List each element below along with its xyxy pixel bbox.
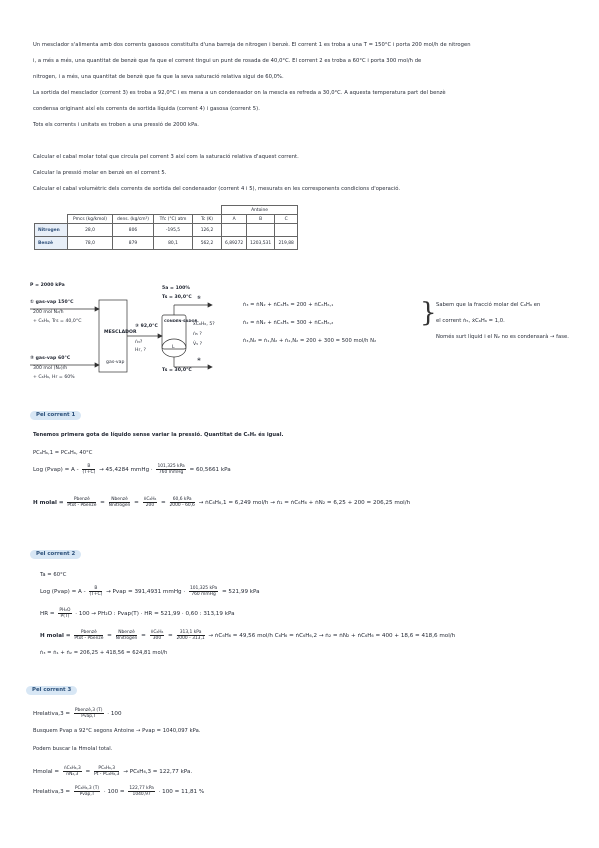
- note-line: Sabem que la fracció molar del C₆H₆ en: [436, 302, 541, 308]
- row-label: Nitrogen: [35, 224, 68, 237]
- stream-1-flow: 200 mol N₂/h: [33, 310, 64, 315]
- frac-num: Pbenzè,3 (T): [74, 708, 103, 713]
- eq-part: Hrelativa,3 =: [33, 789, 71, 795]
- fraction: [74, 708, 104, 719]
- eq-part: → ṅC₆H₆,1 = 6,249 mol/h: [198, 500, 269, 506]
- antoine-equation-1: [33, 464, 231, 475]
- frac-num: 101,325 kPa: [157, 464, 185, 469]
- frac-num: B: [82, 464, 95, 470]
- stream-5-unknown: V̇₅ ?: [193, 342, 203, 347]
- frac-num: PC₆H₆,3: [94, 766, 119, 772]
- eq-part: · 100: [107, 711, 122, 717]
- section-badge-corrent-2: Pel corrent 2: [30, 550, 81, 559]
- fraction: [58, 608, 71, 619]
- section-text: ṅ₃ = ṅ₁ + ṅ₂ = 206,25 + 418,56 = 624,81 mol/h: [40, 650, 168, 656]
- frac-den: Nnitrogen: [108, 503, 131, 508]
- section-text: Tenemos primera gota de líquido sense variar la pressió. Quantitat de C₆H₆ és igual.: [33, 432, 284, 438]
- arrow-icon: [208, 303, 212, 307]
- table-cell: 806: [113, 224, 154, 237]
- eq-part: · 100 → PH₂O : Pvap(T) · HR = 521,99 · 0,60 : 313,19 kPa: [75, 611, 235, 617]
- fraction: [116, 630, 138, 641]
- table-header: A: [222, 215, 247, 224]
- frac-den: Ptot - Pbenzè: [67, 503, 97, 508]
- eq-part: H molal =: [33, 500, 64, 506]
- frac-num: Pbenzè: [74, 630, 103, 636]
- frac-den: P(T): [60, 614, 70, 619]
- table-header: Pmcs (kg/kmol): [68, 215, 113, 224]
- frac-den: 300: [152, 636, 162, 641]
- fraction: [128, 786, 154, 797]
- stream-4-temp: Ts = 30,0°C: [162, 368, 192, 373]
- eq-part: Log (Pvap) = A -: [33, 467, 79, 473]
- frac-num: ṅC₆H₆: [143, 497, 157, 502]
- table-cell: 28,0: [68, 224, 113, 237]
- stream-3-unknown: ṅ₃?: [135, 340, 143, 345]
- frac-den: (T+C): [82, 470, 96, 475]
- balance-eq: ṅ₃ = ṅN₂ + ṅC₆H₆ = 200 + ṅC₆H₆,₁: [243, 302, 334, 308]
- eq-part: Hrelativa,3 =: [33, 711, 71, 717]
- fraction: [109, 497, 131, 508]
- frac-num: B: [89, 586, 102, 592]
- frac-num: PC₆H₆,3 (T): [74, 786, 100, 791]
- eq-part: · 100 = 11,81 %: [158, 789, 205, 795]
- question-1: Calcular el cabal molar total que circula pel corrent 3 així com la saturació relativa d'aquest corrent.: [33, 154, 299, 160]
- frac-num: Pbenzè: [67, 497, 96, 503]
- arrow-icon: [158, 334, 162, 338]
- frac-num: ṅC₆H₆,3: [63, 766, 81, 771]
- frac-den: 760 mmHg: [158, 470, 184, 475]
- table-cell: 879: [113, 237, 154, 250]
- fraction: [189, 586, 218, 597]
- relative-humidity-equation: [40, 608, 235, 619]
- problem-text-line: nitrogen, i a més, una quantitat de benzè que fa que la seva saturació relativa sigui de 60,0%.: [33, 74, 284, 80]
- mixer-sub: gas-vap: [106, 360, 125, 365]
- eq-part: Hmolal =: [33, 769, 60, 775]
- stream-5-unknown: ṅ₅ ?: [193, 332, 202, 337]
- relative-humidity-3-equation: [33, 708, 122, 719]
- eq-part: → 45,4284 mmHg ·: [99, 467, 153, 473]
- section-badge-corrent-1: Pel corrent 1: [30, 411, 81, 420]
- fraction: [143, 497, 158, 508]
- eq-part: H molal =: [40, 633, 71, 639]
- table-header: Tfc (°C) atm: [154, 215, 193, 224]
- frac-den: Nnitrogen: [115, 636, 138, 641]
- fraction: [94, 766, 119, 777]
- stream-2-comp: + C₆H₆, Hr = 60%: [33, 375, 75, 380]
- stream-2-flow: 300 mol (N₂)/h: [33, 366, 68, 371]
- frac-num: 60,6 kPa: [170, 497, 195, 503]
- stream-1-label: ① gas-vap 150°C: [30, 300, 74, 305]
- frac-num: ṅC₆H₆: [150, 630, 164, 635]
- section-text: Podem buscar la Hmolal total.: [33, 746, 113, 752]
- question-3: Calcular el cabal volumètric dels corrents de sortida del condensador (corrent 4 i 5), mesurats en les corresponents condicions d'operació.: [33, 186, 401, 192]
- table-header: dens. (kg/cm³): [113, 215, 154, 224]
- section-text: Busquem Pvap a 92°C segons Antoine → Pvap = 1040,097 kPa.: [33, 728, 201, 734]
- stream-5-top: 5a = 100%: [162, 286, 190, 291]
- table-cell: -195,5: [154, 224, 193, 237]
- molal-humidity-equation-1: H molal = $\frac{\text{Pbenzè}}{\text{Ptot - Pbenzè}}$ = $\frac{\text{Nbenzè}}{\text{Nnitrogen}}$ = $\frac{\text{ṅC₆H₆}}{200}$ = $\frac{\text{60,6 kPa}}{2000 - 60,6}$ → ṅC₆H₆,1 = 6,249 mol/h → ṅ₁ = ṅC₆H₆ + ṅN₂ = 6,25 + 200 = 206,25 mol/h: [33, 497, 411, 508]
- eq-part: → ṅ₁ = ṅC₆H₆ + ṅN₂ = 6,25 + 200 = 206,25 mol/h: [270, 500, 411, 506]
- stream-3-label: ③ 92,0°C: [135, 324, 158, 329]
- problem-text-line: La sortida del mesclador (corrent 3) es troba a 92,0°C i es mena a un condensador on la mescla es refreda a 30,0°C. A aquesta temperatura part del benzè: [33, 90, 446, 96]
- frac-den: 760 mmHg: [191, 592, 216, 597]
- frac-num: Nbenzè: [116, 630, 138, 636]
- eq-part: → ṅC₆H₆ = 49,56 mol/h C₆H₆ = ṅC₆H₆,2: [208, 633, 318, 639]
- table-cell: 219,88: [275, 237, 298, 250]
- mixer-label: MESCLADOR: [104, 330, 137, 335]
- frac-den: 1040,97: [132, 792, 151, 797]
- antoine-equation-2: [40, 586, 260, 597]
- molal-humidity-equation-3: Hmolal = $\frac{\text{ṅC₆H₆,3}}{\text{ṅN₂,3}}$ = $\frac{\text{PC₆H₆,3}}{\text{Pt - PC₆H₆,3}}$ → PC₆H₆,3 = 122,77 kPa.: [33, 766, 193, 777]
- table-cell: 562,2: [193, 237, 222, 250]
- stream-2-label: ② gas-vap 60°C: [30, 356, 71, 361]
- condenser-label: CONDEN-SADOR: [164, 319, 198, 323]
- stream-5-temp: Ts = 30,0°C: [162, 295, 192, 300]
- table-cell: 6,89272: [222, 237, 247, 250]
- fraction: [63, 766, 82, 777]
- frac-den: Pvap,T: [81, 714, 97, 719]
- frac-den: 2000 - 60,6: [169, 503, 195, 508]
- fraction: [170, 497, 195, 508]
- stream-3-unknown: Hr, ?: [135, 348, 146, 353]
- note-line: el corrent ṅ₅, ẋC₆H₆ = 1,0.: [436, 318, 505, 324]
- eq-part: = 521,99 kPa: [221, 589, 260, 595]
- fraction: [67, 497, 96, 508]
- question-2: Calcular la pressió molar en benzè en el corrent 5.: [33, 170, 167, 176]
- frac-den: Pvap,T: [79, 792, 95, 797]
- antoine-header: Antoine: [222, 206, 298, 215]
- eq-part: → ṅ₂ = ṅN₂ + ṅC₆H₆ = 400 + 18,6 = 418,6 mol/h: [318, 633, 456, 639]
- note-line: Només surt líquid i el N₂ no es condensarà → fase.: [436, 334, 569, 340]
- eq-part: · 100 =: [103, 789, 125, 795]
- section-text: Ta = 60°C: [40, 572, 67, 578]
- brace-icon: }: [420, 298, 437, 328]
- stream-4-number: ④: [197, 358, 201, 363]
- balance-eq: ṅ₃,N₂ = ṅ₁,N₂ + ṅ₂,N₂ = 200 + 300 = 500 mol/h N₂: [243, 338, 377, 344]
- eq-part: → PC₆H₆,3 = 122,77 kPa.: [123, 769, 193, 775]
- table-cell: 1203,531: [247, 237, 275, 250]
- frac-den: Pt - PC₆H₆,3: [93, 772, 120, 777]
- eq-part: Log (Pvap) = A -: [40, 589, 86, 595]
- frac-num: PH₂O: [59, 608, 71, 613]
- eq-part: → Pvap = 391,4931 mmHg ·: [106, 589, 186, 595]
- problem-text-line: condensa originant així els corrents de sortida líquida (corrent 4) i gasosa (corrent 5).: [33, 106, 260, 112]
- molal-humidity-equation-2: H molal = $\frac{\text{Pbenzè}}{\text{Ptot - Pbenzè}}$ = $\frac{\text{Nbenzè}}{\text{Nnitrogen}}$ = $\frac{\text{ṅC₆H₆}}{300}$ = $\frac{\text{313,1 kPa}}{2000 - 313,1}$ → ṅC₆H₆ = 49,56 mol/h C₆H₆ = ṅC₆H₆,2 → ṅ₂ = ṅN₂ + ṅC₆H₆ = 400 + 18,6 = 418,6 mol/h: [40, 630, 456, 641]
- table-header: Tc (K): [193, 215, 222, 224]
- table-cell: 80,1: [154, 237, 193, 250]
- section-text: PC₆H₆,1 = PC₆H₆, 40°C: [33, 450, 93, 456]
- stream-4-phase: L: [172, 345, 175, 350]
- frac-num: Nbenzè: [109, 497, 131, 503]
- fraction: [150, 630, 165, 641]
- frac-num: 122,77 kPa: [129, 786, 154, 791]
- stream-5-unknown: ẋC₆H₆, 5?: [193, 322, 215, 327]
- problem-text-line: i, a més a més, una quantitat de benzè que fa que el corrent tingui un punt de rosada de 40,0°C. El corrent 2 es troba a 60°C i porta 300 mol/h de: [33, 58, 422, 64]
- balance-eq: ṅ₂ = ṅN₂ + ṅC₆H₆ = 300 + ṅC₆H₆,₂: [243, 320, 334, 326]
- frac-den: ṅN₂,3: [66, 772, 79, 777]
- stream-1-comp: + C₆H₆, Trs = 40,0°C: [33, 319, 82, 324]
- fraction: [156, 464, 185, 475]
- table-cell: 126,2: [193, 224, 222, 237]
- arrow-icon: [208, 365, 212, 369]
- section-badge-corrent-3: Pel corrent 3: [26, 686, 77, 695]
- eq-part: HR =: [40, 611, 55, 617]
- stream-5-number: ⑤: [197, 296, 201, 301]
- table-header: C: [275, 215, 298, 224]
- table-header: B: [247, 215, 275, 224]
- frac-den: 2000 - 313,1: [176, 636, 205, 641]
- arrow-icon: [95, 307, 99, 311]
- frac-den: 200: [145, 503, 155, 508]
- row-label: Benzè: [35, 237, 68, 250]
- frac-num: 313,1 kPa: [177, 630, 205, 636]
- fraction: [74, 630, 103, 641]
- eq-part: = 60,5661 kPa: [189, 467, 231, 473]
- fraction: [82, 464, 95, 475]
- frac-den: (T+C): [89, 592, 103, 597]
- table-cell: 78,0: [68, 237, 113, 250]
- arrow-icon: [95, 363, 99, 367]
- problem-text-line: Tots els corrents i unitats es troben a una pressió de 2000 kPa.: [33, 122, 199, 128]
- fraction: [89, 586, 102, 597]
- problem-text-line: Un mesclador s'alimenta amb dos corrents gasosos constituïts d'una barreja de nitrogen i benzè. El corrent 1 es troba a una T = 150°C i porta 200 mol/h de nitrogen: [33, 42, 471, 48]
- relative-humidity-3-result: [33, 786, 204, 797]
- frac-num: 101,325 kPa: [189, 586, 218, 591]
- pressure-label: P = 2000 kPa: [30, 283, 65, 288]
- frac-den: Ptot - Pbenzè: [74, 636, 104, 641]
- fraction: [177, 630, 205, 641]
- fraction: [74, 786, 100, 797]
